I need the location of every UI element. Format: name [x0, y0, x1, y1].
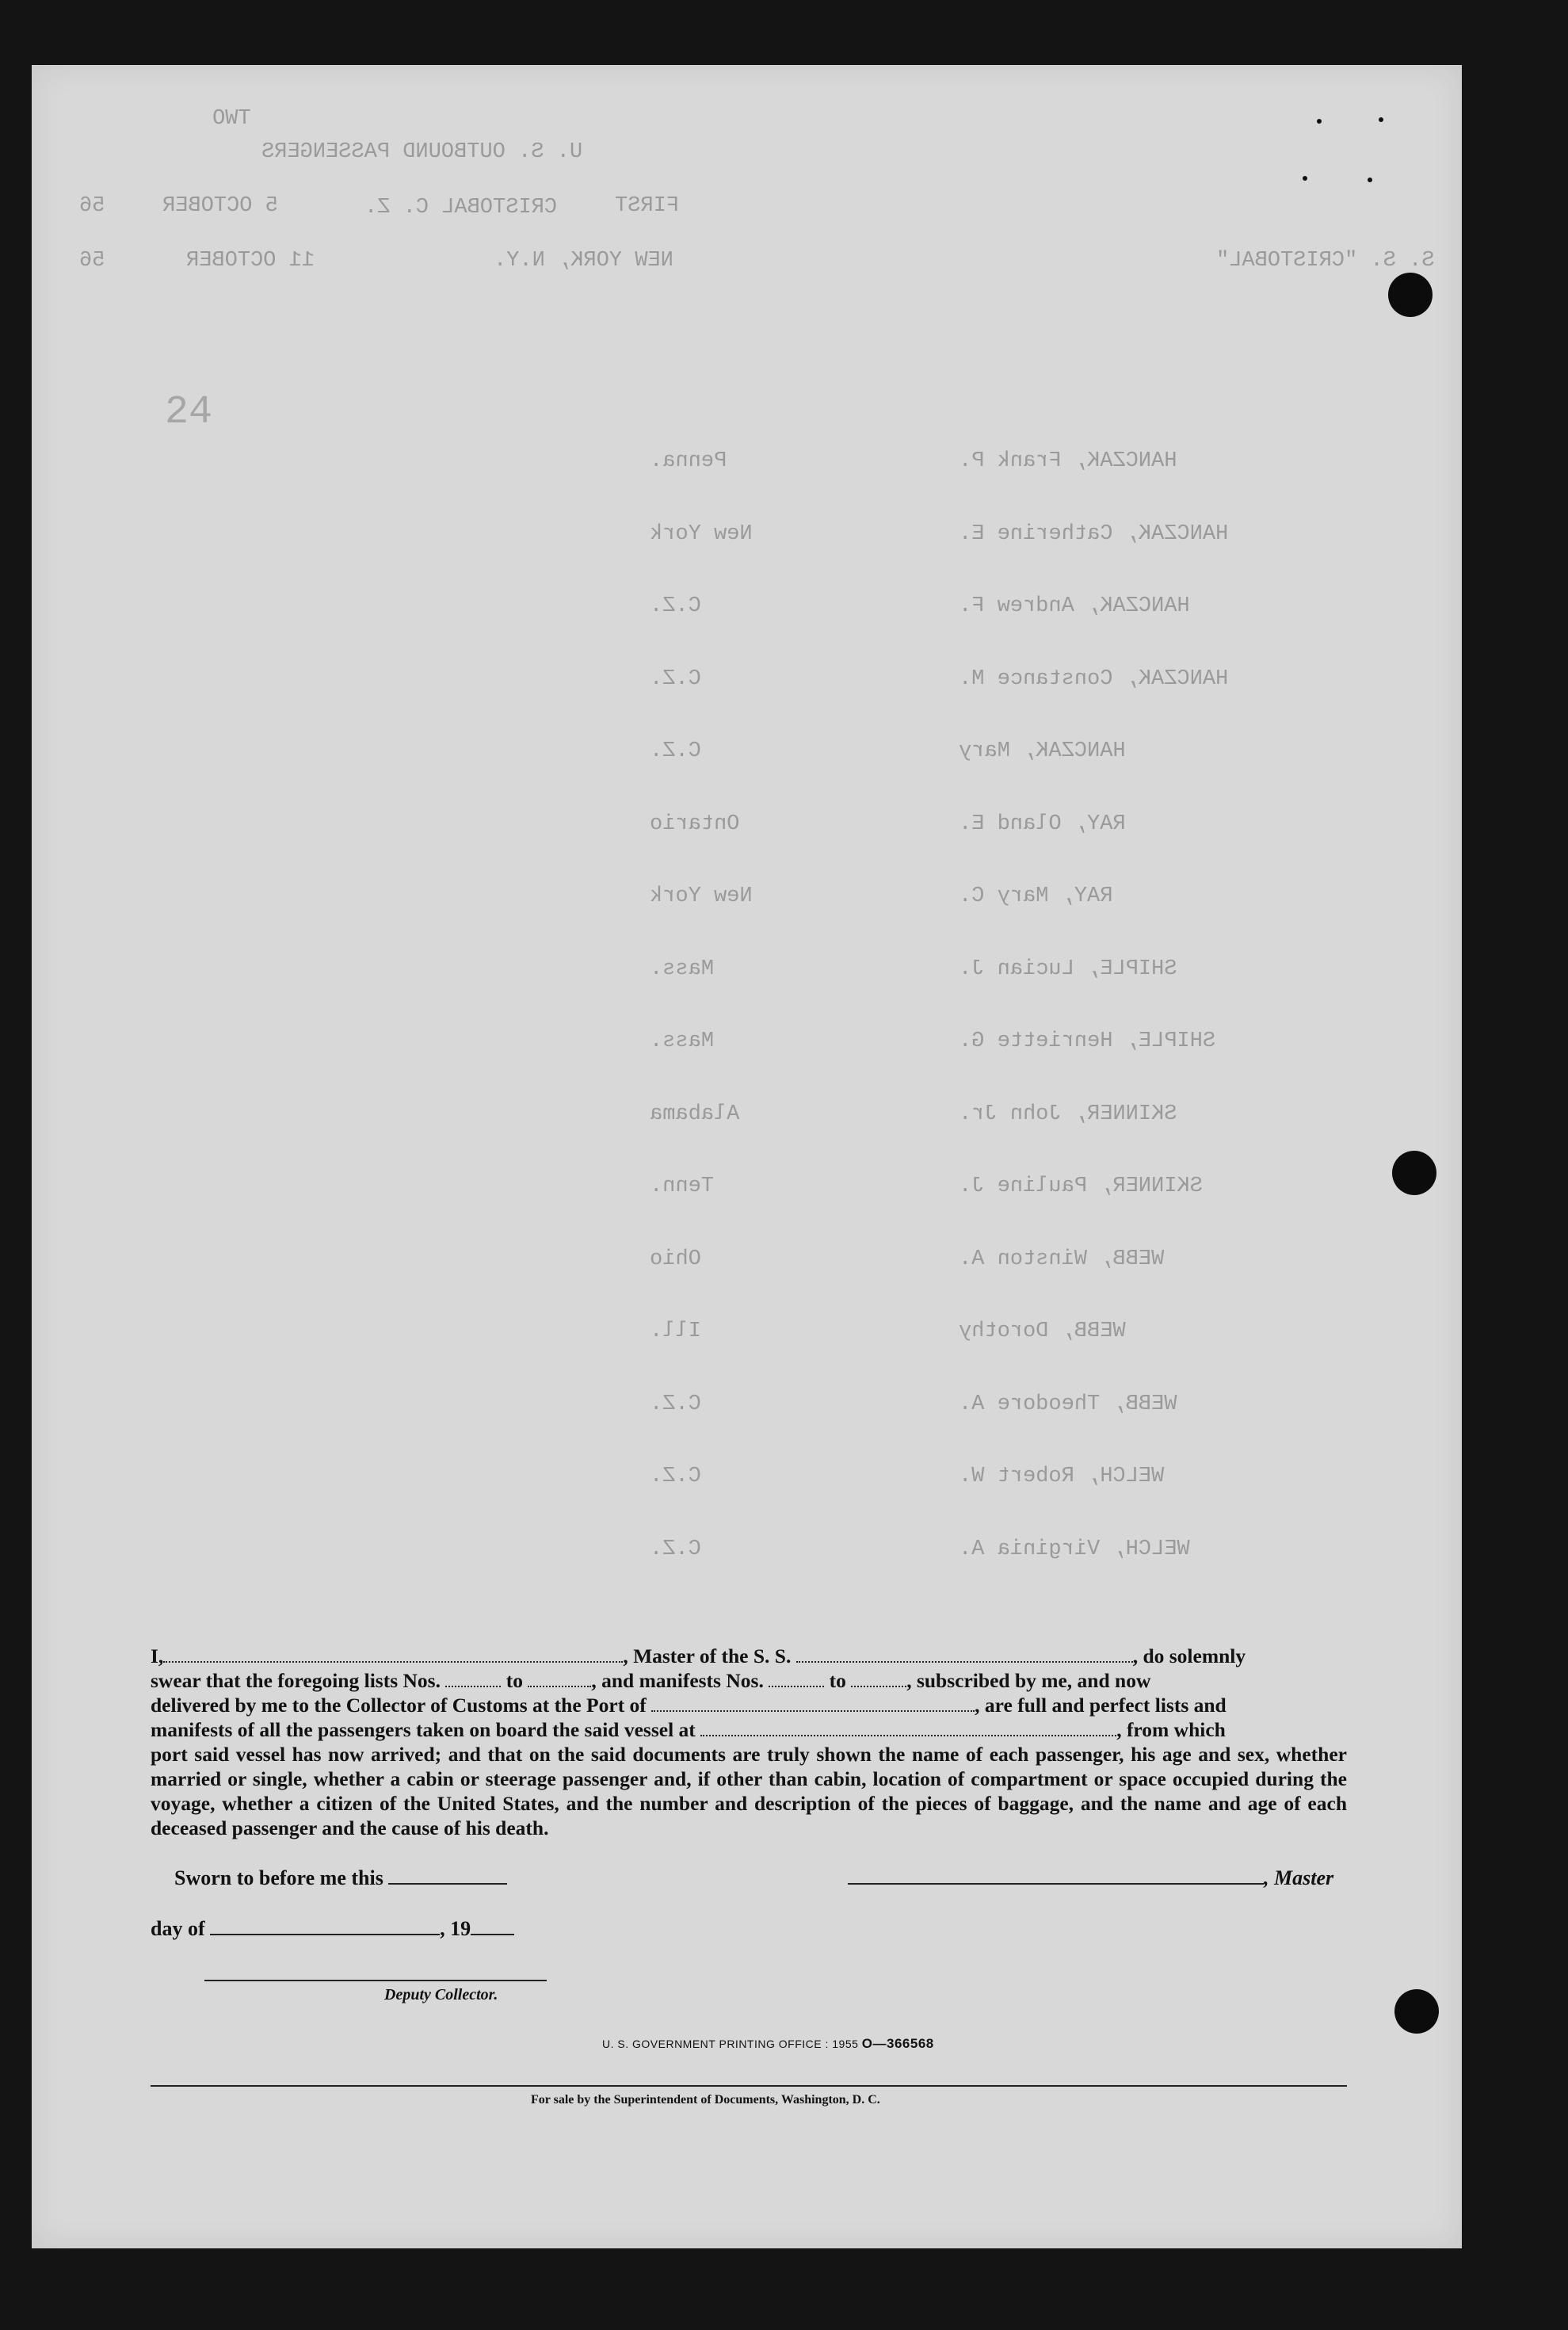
bleed-header-arrival-year: 56 [79, 249, 105, 273]
oath-manifests-all: manifests of all the passengers taken on board the said vessel at [151, 1718, 696, 1741]
bleed-header-date: 5 OCTOBER [162, 194, 278, 218]
bleed-row-name: WEBB, Dorothy [959, 1320, 1126, 1343]
oath-master-of: , Master of the S. S. [623, 1644, 792, 1667]
bleed-row-place: C.Z. [650, 1537, 701, 1561]
bleed-row-name: HANCZAK, Catherine E. [959, 522, 1229, 546]
gpo-number: O—366568 [861, 2036, 934, 2051]
bleed-row-place: Tenn. [650, 1175, 715, 1198]
master-label: , Master [1264, 1866, 1334, 1889]
bleed-header-year: 56 [79, 194, 105, 218]
bleed-header-vessel: S. S. "CRISTOBAL" [1216, 249, 1435, 273]
speck [1317, 119, 1322, 124]
departure-port-blank [700, 1719, 1116, 1736]
bleed-row-place: Mass. [650, 957, 715, 981]
bleed-header-port: CRISTOBAL C. Z. [364, 196, 558, 220]
gpo-imprint [602, 2036, 934, 2052]
port-blank [651, 1694, 975, 1712]
bleed-row-place: C.Z. [650, 1465, 701, 1488]
bleed-row-name: HANCZAK, Mary [959, 739, 1126, 763]
bleed-row-place: Penna. [650, 449, 727, 473]
oath-subscribed: , subscribed by me, and now [906, 1669, 1151, 1692]
sworn-row [174, 1866, 507, 1890]
bleed-row-name: WELCH, Virginia A. [959, 1537, 1190, 1561]
bleed-row-place: Ontario [650, 812, 740, 836]
manifests-to-blank [851, 1670, 906, 1687]
for-sale-note: For sale by the Superintendent of Documents, Washington, D. C. [531, 2093, 880, 2107]
bleed-row-name: SHIPLE, Henriette G. [959, 1029, 1216, 1053]
oath-delivered: delivered by me to the Collector of Customs at the Port of [151, 1694, 647, 1717]
speck [1303, 176, 1307, 181]
lists-to-blank [528, 1670, 591, 1687]
month-line [210, 1934, 440, 1935]
bleed-row-place: Mass. [650, 1029, 715, 1053]
lists-from-blank [445, 1670, 501, 1687]
document-page [32, 65, 1462, 2248]
bleed-row-name: RAY, Mary C. [959, 884, 1113, 908]
oath-full-perfect: , are full and perfect lists and [975, 1694, 1227, 1717]
footer-rule [151, 2085, 1347, 2087]
master-signature-line [848, 1883, 1264, 1885]
master-name-blank [163, 1645, 623, 1663]
bleed-row-place: New York [650, 522, 753, 546]
oath-body: port said vessel has now arrived; and that on the said documents are truly shown the name of each passenger, his age and sex, whether married or single, whether a cabin or steerage passenger and, if other than cabin, location of compartment or space occupied during the voyage, whether a citizen of the United States, and the number and description of the pieces of baggage, and the name and age of each deceased passenger and the cause of his death. [151, 1743, 1347, 1839]
oath-i: I, [151, 1644, 164, 1667]
oath-and-manifests: , and manifests Nos. [591, 1669, 764, 1692]
year-line [471, 1934, 514, 1935]
bleed-header-arrival-date: 11 OCTOBER [186, 249, 315, 273]
bleed-row-place: C.Z. [650, 594, 701, 618]
bleed-row-place: Ohio [650, 1247, 701, 1271]
bleed-row-name: HANCZAK, Constance M. [959, 667, 1229, 691]
bleed-row-name: HANCZAK, Frank P. [959, 449, 1177, 473]
vessel-name-blank [796, 1645, 1133, 1663]
bleed-row-name: HANCZAK, Andrew F. [959, 594, 1190, 618]
bleed-row-name: WEBB, Theodore A. [959, 1392, 1177, 1416]
oath-do-solemnly: , do solemnly [1132, 1644, 1246, 1667]
bleed-row-place: Alabama [650, 1102, 740, 1126]
day-of-text: day of [151, 1917, 205, 1940]
bleed-row-place: C.Z. [650, 1392, 701, 1416]
oath-swear: swear that the foregoing lists Nos. [151, 1669, 441, 1692]
master-signature-row [848, 1866, 1333, 1890]
oath-from-which: , from which [1116, 1718, 1226, 1741]
oath-paragraph [151, 1644, 1347, 1840]
bleed-row-place: C.Z. [650, 667, 701, 691]
year-prefix: , 19 [440, 1917, 471, 1940]
oath-to-1: to [505, 1669, 523, 1692]
punch-hole-bottom [1394, 1989, 1439, 2034]
deputy-collector-line [204, 1980, 547, 1981]
bleed-header-two: TWO [212, 107, 251, 131]
punch-hole-top [1388, 273, 1433, 317]
bleed-row-name: SHIPLE, Lucian J. [959, 957, 1177, 981]
bleed-row-place: Ill. [650, 1320, 701, 1343]
manifests-from-blank [769, 1670, 824, 1687]
speck [1368, 178, 1372, 182]
gpo-label: U. S. GOVERNMENT PRINTING OFFICE : 1955 [602, 2038, 859, 2050]
bleed-header-first: FIRST [615, 194, 680, 218]
punch-hole-middle [1392, 1151, 1436, 1195]
bleed-header-arrival-port: NEW YORK, N.Y. [494, 249, 673, 273]
bleed-row-name: SKINNER, Pauline J. [959, 1175, 1203, 1198]
bleed-header-title: U. S. OUTBOUND PASSENGERS [261, 140, 583, 164]
bleed-row-name: WEBB, Winston A. [959, 1247, 1165, 1271]
sworn-text: Sworn to before me this [174, 1866, 383, 1889]
day-of-row [151, 1917, 514, 1941]
sworn-date-line [388, 1883, 507, 1885]
bleed-row-name: SKINNER, John Jr. [959, 1102, 1177, 1126]
speck [1379, 117, 1383, 122]
bleed-row-place: New York [650, 884, 753, 908]
bleed-row-name: WELCH, Robert W. [959, 1465, 1165, 1488]
deputy-collector-label: Deputy Collector. [384, 1986, 498, 2003]
bleed-row-name: RAY, Oland E. [959, 812, 1126, 836]
bleed-row-place: C.Z. [650, 739, 701, 763]
bleed-page-number: 24 [165, 390, 213, 435]
oath-to-2: to [829, 1669, 846, 1692]
